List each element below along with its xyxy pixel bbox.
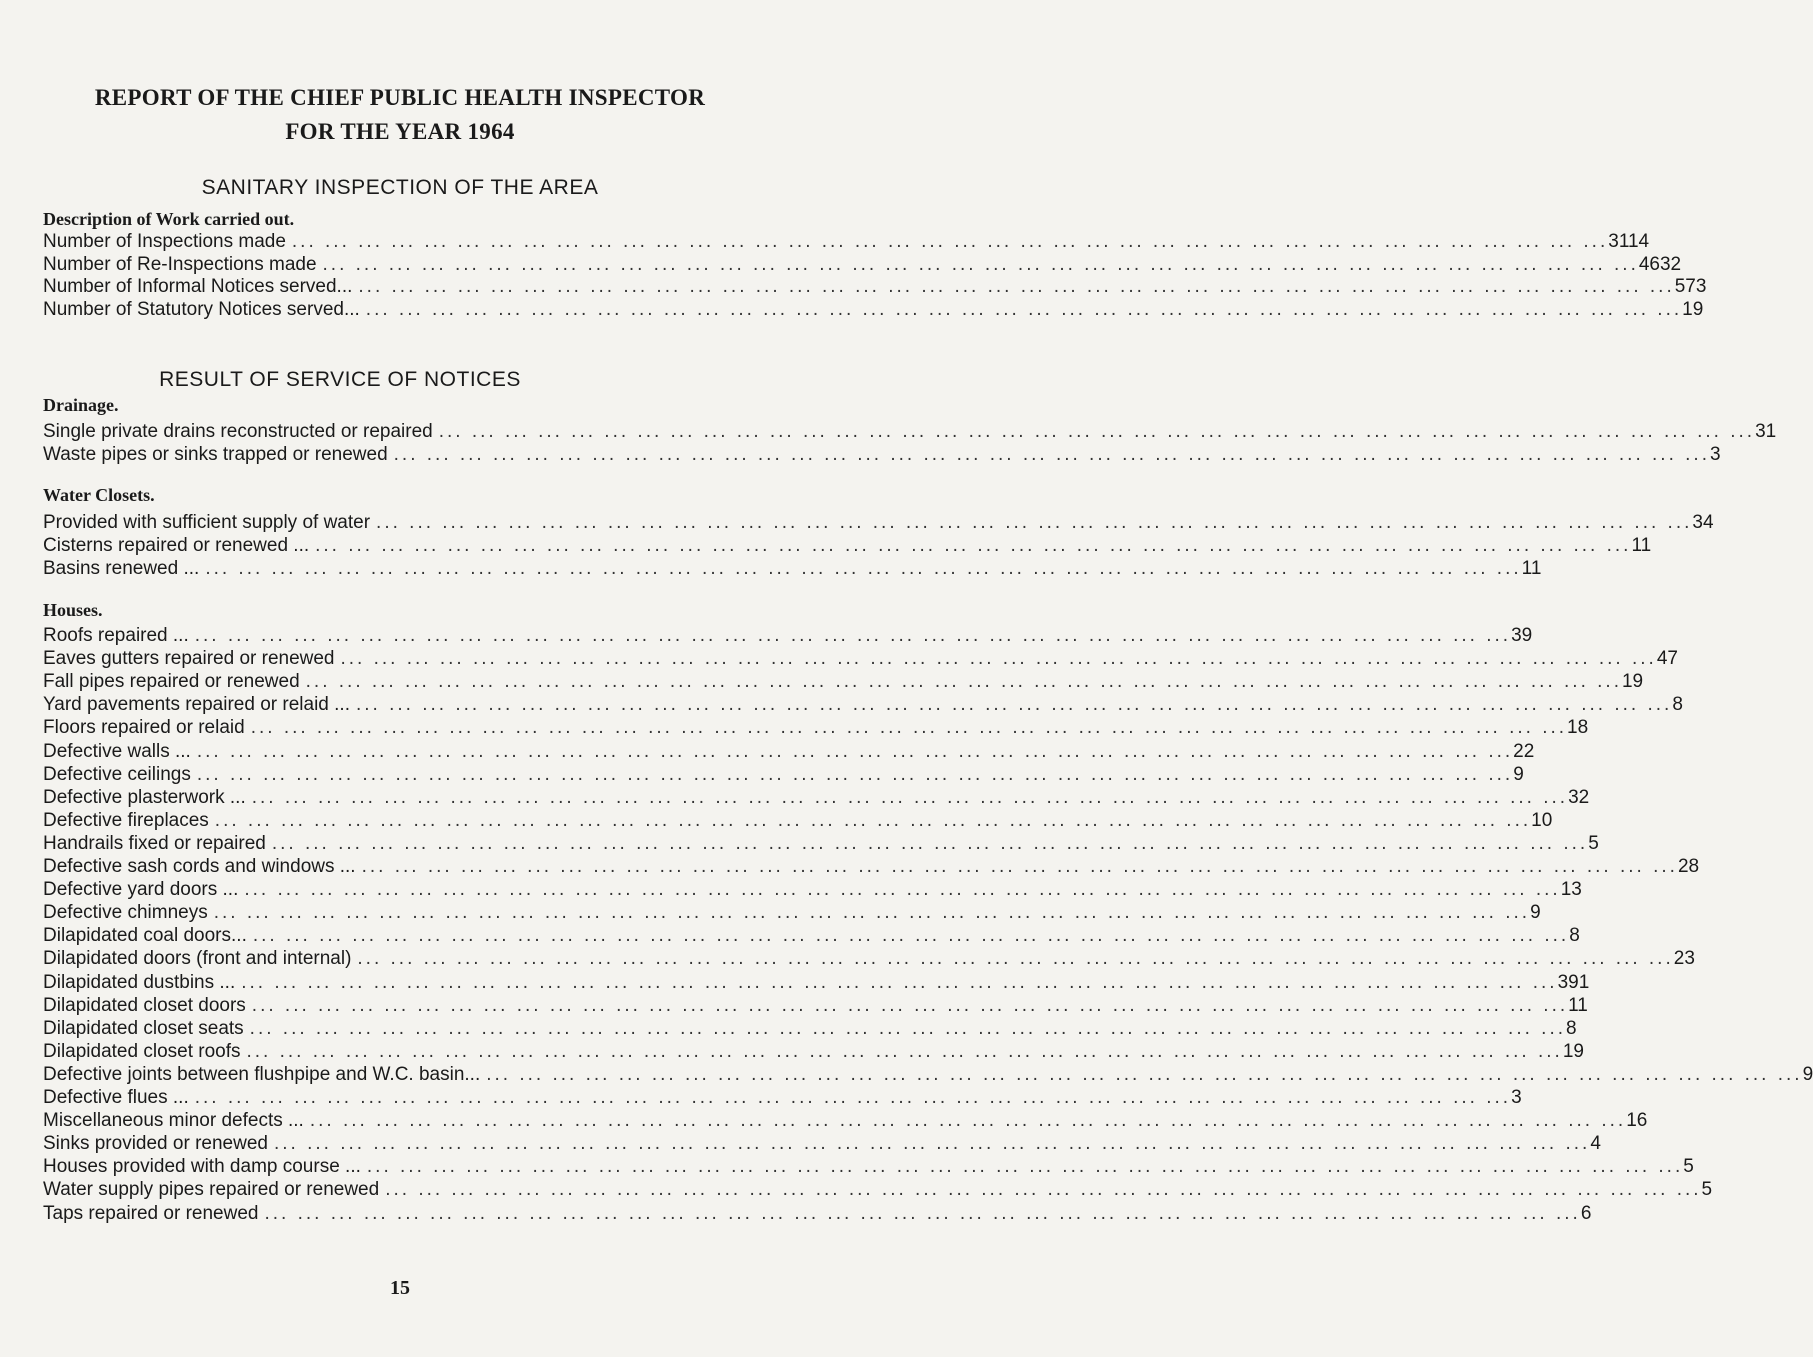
item-value: 8 xyxy=(1672,694,1683,716)
item-value: 573 xyxy=(1674,276,1707,297)
item-value: 32 xyxy=(1568,786,1590,808)
dot-leader: ... ... ... ... ... ... ... ... ... ... ... ... ... ... ... ... ... ... ... ... ... ... ... ... ... ... ... ... ... ... ... ... ... ... ... ... ... ... ... ... xyxy=(361,856,1678,877)
item-label: Dilapidated closet doors xyxy=(43,994,246,1016)
list-item xyxy=(43,421,1777,445)
section-title-notices: RESULT OF SERVICE OF NOTICES xyxy=(159,368,521,391)
item-label: Cisterns repaired or renewed ... xyxy=(43,535,310,556)
list-item xyxy=(43,994,1588,1019)
dot-leader: ... ... ... ... ... ... ... ... ... ... ... ... ... ... ... ... ... ... ... ... ... ... ... ... ... ... ... ... ... ... ... ... ... ... ... ... ... ... ... ... xyxy=(358,276,1675,297)
item-value: 28 xyxy=(1677,856,1700,877)
dot-leader: ... ... ... ... ... ... ... ... ... ... ... ... ... ... ... ... ... ... ... ... ... ... ... ... ... ... ... ... ... ... ... ... ... ... ... ... ... ... ... ... xyxy=(486,1063,1803,1085)
item-label: Number of Informal Notices served... xyxy=(43,276,353,297)
item-value: 39 xyxy=(1511,625,1533,646)
item-label: Dilapidated doors (front and internal) xyxy=(43,948,352,970)
item-label: Handrails fixed or repaired xyxy=(43,832,266,854)
list-item xyxy=(43,809,1553,834)
list-item xyxy=(43,879,1582,903)
dot-leader: ... ... ... ... ... ... ... ... ... ... ... ... ... ... ... ... ... ... ... ... ... ... ... ... ... ... ... ... ... ... ... ... ... ... ... ... ... ... ... ... xyxy=(241,971,1558,993)
dot-leader: ... ... ... ... ... ... ... ... ... ... ... ... ... ... ... ... ... ... ... ... ... ... ... ... ... ... ... ... ... ... ... ... ... ... ... ... ... ... ... ... xyxy=(214,809,1532,831)
item-label: Number of Re-Inspections made xyxy=(43,253,317,275)
item-value: 8 xyxy=(1566,1017,1577,1039)
heading-water-closets: Water Closets. xyxy=(43,485,155,505)
dot-leader: ... ... ... ... ... ... ... ... ... ... ... ... ... ... ... ... ... ... ... ... ... ... ... ... ... ... ... ... ... ... ... ... ... ... ... ... ... ... ... ... xyxy=(196,740,1514,762)
list-item xyxy=(43,902,1541,926)
dot-leader: ... ... ... ... ... ... ... ... ... ... ... ... ... ... ... ... ... ... ... ... ... ... ... ... ... ... ... ... ... ... ... ... ... ... ... ... ... ... ... ... xyxy=(244,879,1561,901)
dot-leader: ... ... ... ... ... ... ... ... ... ... ... ... ... ... ... ... ... ... ... ... ... ... ... ... ... ... ... ... ... ... ... ... ... ... ... ... ... ... ... ... xyxy=(365,298,1683,320)
item-label: Dilapidated closet seats xyxy=(43,1017,244,1039)
item-value: 3114 xyxy=(1608,231,1650,252)
item-value: 31 xyxy=(1755,421,1777,442)
item-value: 391 xyxy=(1557,971,1590,993)
dot-leader: ... ... ... ... ... ... ... ... ... ... ... ... ... ... ... ... ... ... ... ... ... ... ... ... ... ... ... ... ... ... ... ... ... ... ... ... ... ... ... ... xyxy=(246,1040,1563,1062)
item-label: Taps repaired or renewed xyxy=(43,1202,259,1224)
item-value: 47 xyxy=(1656,648,1678,670)
item-label: Water supply pipes repaired or renewed xyxy=(43,1179,380,1201)
item-value: 5 xyxy=(1701,1179,1713,1201)
list-item xyxy=(43,231,1650,255)
report-title: REPORT OF THE CHIEF PUBLIC HEALTH INSPECTOR xyxy=(94,85,706,110)
item-label: Defective flues ... xyxy=(43,1087,189,1108)
item-value: 19 xyxy=(1562,1040,1584,1062)
dot-leader: ... ... ... ... ... ... ... ... ... ... ... ... ... ... ... ... ... ... ... ... ... ... ... ... ... ... ... ... ... ... ... ... ... ... ... ... ... ... ... ... xyxy=(194,1087,1512,1108)
dot-leader: ... ... ... ... ... ... ... ... ... ... ... ... ... ... ... ... ... ... ... ... ... ... ... ... ... ... ... ... ... ... ... ... ... ... ... ... ... ... ... ... xyxy=(196,763,1514,785)
item-label: Defective yard doors ... xyxy=(43,879,239,901)
dot-leader: ... ... ... ... ... ... ... ... ... ... ... ... ... ... ... ... ... ... ... ... ... ... ... ... ... ... ... ... ... ... ... ... ... ... ... ... ... ... ... ... xyxy=(271,832,1589,854)
list-item xyxy=(43,535,1652,559)
item-value: 6 xyxy=(1580,1202,1592,1224)
dot-leader: ... ... ... ... ... ... ... ... ... ... ... ... ... ... ... ... ... ... ... ... ... ... ... ... ... ... ... ... ... ... ... ... ... ... ... ... ... ... ... ... xyxy=(376,512,1693,533)
list-item xyxy=(43,1017,1577,1042)
list-item xyxy=(43,1156,1694,1180)
item-label: Miscellaneous minor defects ... xyxy=(43,1110,304,1132)
dot-leader: ... ... ... ... ... ... ... ... ... ... ... ... ... ... ... ... ... ... ... ... ... ... ... ... ... ... ... ... ... ... ... ... ... ... ... ... ... ... ... ... xyxy=(385,1179,1702,1201)
item-value: 3 xyxy=(1511,1087,1522,1108)
section-title-sanitary: SANITARY INSPECTION OF THE AREA xyxy=(201,176,599,199)
heading-drainage: Drainage. xyxy=(43,395,119,415)
item-label: Single private drains reconstructed or repaired xyxy=(43,421,433,442)
list-item xyxy=(43,1063,1813,1088)
list-item xyxy=(43,832,1599,857)
dot-leader: ... ... ... ... ... ... ... ... ... ... ... ... ... ... ... ... ... ... ... ... ... ... ... ... ... ... ... ... ... ... ... ... ... ... ... ... ... ... ... ... xyxy=(309,1110,1627,1132)
list-item xyxy=(43,1040,1584,1065)
list-item xyxy=(43,276,1707,300)
item-value: 19 xyxy=(1682,298,1704,320)
item-value: 11 xyxy=(1631,535,1652,556)
dot-leader: ... ... ... ... ... ... ... ... ... ... ... ... ... ... ... ... ... ... ... ... ... ... ... ... ... ... ... ... ... ... ... ... ... ... ... ... ... ... ... ... xyxy=(273,1133,1591,1155)
list-item xyxy=(43,444,1721,468)
item-label: Fall pipes repaired or renewed xyxy=(43,671,300,693)
heading-description: Description of Work carried out. xyxy=(43,209,295,229)
dot-leader: ... ... ... ... ... ... ... ... ... ... ... ... ... ... ... ... ... ... ... ... ... ... ... ... ... ... ... ... ... ... ... ... ... ... ... ... ... ... ... ... xyxy=(264,1202,1581,1224)
item-label: Defective joints between flushpipe and W.C. basin... xyxy=(43,1063,481,1085)
item-value: 16 xyxy=(1626,1110,1648,1132)
item-value: 5 xyxy=(1588,832,1599,854)
heading-houses: Houses. xyxy=(43,600,103,620)
list-item xyxy=(43,512,1714,536)
item-label: Yard pavements repaired or relaid ... xyxy=(43,694,350,716)
item-label: Houses provided with damp course ... xyxy=(43,1156,361,1178)
item-value: 22 xyxy=(1513,740,1535,762)
item-label: Defective walls ... xyxy=(43,740,191,762)
dot-leader: ... ... ... ... ... ... ... ... ... ... ... ... ... ... ... ... ... ... ... ... ... ... ... ... ... ... ... ... ... ... ... ... ... ... ... ... ... ... ... ... xyxy=(357,948,1674,970)
dot-leader: ... ... ... ... ... ... ... ... ... ... ... ... ... ... ... ... ... ... ... ... ... ... ... ... ... ... ... ... ... ... ... ... ... ... ... ... ... ... ... ... xyxy=(213,902,1531,924)
list-item xyxy=(43,625,1533,649)
dot-leader: ... ... ... ... ... ... ... ... ... ... ... ... ... ... ... ... ... ... ... ... ... ... ... ... ... ... ... ... ... ... ... ... ... ... ... ... ... ... ... ... xyxy=(251,786,1569,808)
report-subtitle: FOR THE YEAR 1964 xyxy=(285,119,515,144)
item-value: 9 xyxy=(1530,902,1541,924)
item-value: 19 xyxy=(1621,671,1644,693)
item-label: Dilapidated coal doors... xyxy=(43,925,247,947)
dot-leader: ... ... ... ... ... ... ... ... ... ... ... ... ... ... ... ... ... ... ... ... ... ... ... ... ... ... ... ... ... ... ... ... ... ... ... ... ... ... ... ... xyxy=(251,994,1569,1016)
list-item xyxy=(43,671,1644,695)
item-value: 13 xyxy=(1560,879,1582,901)
list-item xyxy=(43,1179,1713,1203)
dot-leader: ... ... ... ... ... ... ... ... ... ... ... ... ... ... ... ... ... ... ... ... ... ... ... ... ... ... ... ... ... ... ... ... ... ... ... ... ... ... ... ... xyxy=(438,421,1756,442)
dot-leader: ... ... ... ... ... ... ... ... ... ... ... ... ... ... ... ... ... ... ... ... ... ... ... ... ... ... ... ... ... ... ... ... ... ... ... ... ... ... ... ... xyxy=(340,648,1657,670)
list-item xyxy=(43,925,1580,949)
item-value: 10 xyxy=(1531,809,1553,831)
item-label: Floors repaired or relaid xyxy=(43,717,245,739)
list-item xyxy=(43,740,1535,765)
page-number: 15 xyxy=(390,1277,410,1299)
item-label: Defective sash cords and windows ... xyxy=(43,856,356,877)
item-label: Dilapidated closet roofs xyxy=(43,1040,241,1062)
item-value: 34 xyxy=(1692,512,1714,533)
item-label: Defective ceilings xyxy=(43,763,191,785)
dot-leader: ... ... ... ... ... ... ... ... ... ... ... ... ... ... ... ... ... ... ... ... ... ... ... ... ... ... ... ... ... ... ... ... ... ... ... ... ... ... ... ... xyxy=(355,694,1673,716)
dot-leader: ... ... ... ... ... ... ... ... ... ... ... ... ... ... ... ... ... ... ... ... ... ... ... ... ... ... ... ... ... ... ... ... ... ... ... ... ... ... ... ... xyxy=(252,925,1570,947)
dot-leader: ... ... ... ... ... ... ... ... ... ... ... ... ... ... ... ... ... ... ... ... ... ... ... ... ... ... ... ... ... ... ... ... ... ... ... ... ... ... ... ... xyxy=(250,717,1568,739)
list-item xyxy=(43,253,1682,278)
list-item xyxy=(43,558,1542,582)
item-label: Provided with sufficient supply of water xyxy=(43,512,371,533)
list-item xyxy=(43,1202,1592,1227)
item-value: 11 xyxy=(1568,994,1588,1016)
list-item xyxy=(43,948,1695,972)
dot-leader: ... ... ... ... ... ... ... ... ... ... ... ... ... ... ... ... ... ... ... ... ... ... ... ... ... ... ... ... ... ... ... ... ... ... ... ... ... ... ... ... xyxy=(315,535,1632,556)
list-item xyxy=(43,856,1700,880)
list-item xyxy=(43,971,1590,996)
item-value: 11 xyxy=(1521,558,1542,579)
list-item xyxy=(43,1133,1601,1157)
item-label: Waste pipes or sinks trapped or renewed xyxy=(43,444,388,465)
list-item xyxy=(43,717,1589,741)
item-label: Sinks provided or renewed xyxy=(43,1133,268,1155)
list-item xyxy=(43,786,1590,811)
list-item xyxy=(43,763,1524,788)
item-value: 8 xyxy=(1569,925,1580,947)
item-label: Basins renewed ... xyxy=(43,558,200,579)
dot-leader: ... ... ... ... ... ... ... ... ... ... ... ... ... ... ... ... ... ... ... ... ... ... ... ... ... ... ... ... ... ... ... ... ... ... ... ... ... ... ... ... xyxy=(366,1156,1684,1178)
item-label: Number of Inspections made xyxy=(43,231,286,252)
list-item xyxy=(43,1087,1522,1111)
list-item xyxy=(43,1110,1648,1134)
item-label: Defective plasterwork ... xyxy=(43,786,246,808)
item-value: 5 xyxy=(1683,1156,1694,1178)
item-value: 3 xyxy=(1709,444,1721,465)
dot-leader: ... ... ... ... ... ... ... ... ... ... ... ... ... ... ... ... ... ... ... ... ... ... ... ... ... ... ... ... ... ... ... ... ... ... ... ... ... ... ... ... xyxy=(205,558,1522,579)
item-value: 18 xyxy=(1567,717,1589,739)
item-label: Defective chimneys xyxy=(43,902,208,924)
item-value: 23 xyxy=(1673,948,1695,970)
item-value: 4632 xyxy=(1638,253,1682,275)
dot-leader: ... ... ... ... ... ... ... ... ... ... ... ... ... ... ... ... ... ... ... ... ... ... ... ... ... ... ... ... ... ... ... ... ... ... ... ... ... ... ... ... xyxy=(393,444,1710,465)
item-label: Roofs repaired ... xyxy=(43,625,189,646)
list-item xyxy=(43,694,1683,718)
dot-leader: ... ... ... ... ... ... ... ... ... ... ... ... ... ... ... ... ... ... ... ... ... ... ... ... ... ... ... ... ... ... ... ... ... ... ... ... ... ... ... ... xyxy=(322,253,1639,275)
item-value: 4 xyxy=(1590,1133,1601,1155)
item-value: 9 xyxy=(1802,1063,1813,1085)
item-value: 9 xyxy=(1513,763,1524,785)
list-item xyxy=(43,298,1704,323)
list-item xyxy=(43,648,1678,672)
item-label: Dilapidated dustbins ... xyxy=(43,971,236,993)
item-label: Eaves gutters repaired or renewed xyxy=(43,648,335,670)
item-label: Defective fireplaces xyxy=(43,809,209,831)
dot-leader: ... ... ... ... ... ... ... ... ... ... ... ... ... ... ... ... ... ... ... ... ... ... ... ... ... ... ... ... ... ... ... ... ... ... ... ... ... ... ... ... xyxy=(194,625,1512,646)
dot-leader: ... ... ... ... ... ... ... ... ... ... ... ... ... ... ... ... ... ... ... ... ... ... ... ... ... ... ... ... ... ... ... ... ... ... ... ... ... ... ... ... xyxy=(291,231,1609,252)
dot-leader: ... ... ... ... ... ... ... ... ... ... ... ... ... ... ... ... ... ... ... ... ... ... ... ... ... ... ... ... ... ... ... ... ... ... ... ... ... ... ... ... xyxy=(305,671,1622,693)
dot-leader: ... ... ... ... ... ... ... ... ... ... ... ... ... ... ... ... ... ... ... ... ... ... ... ... ... ... ... ... ... ... ... ... ... ... ... ... ... ... ... ... xyxy=(249,1017,1567,1039)
item-label: Number of Statutory Notices served... xyxy=(43,298,360,320)
